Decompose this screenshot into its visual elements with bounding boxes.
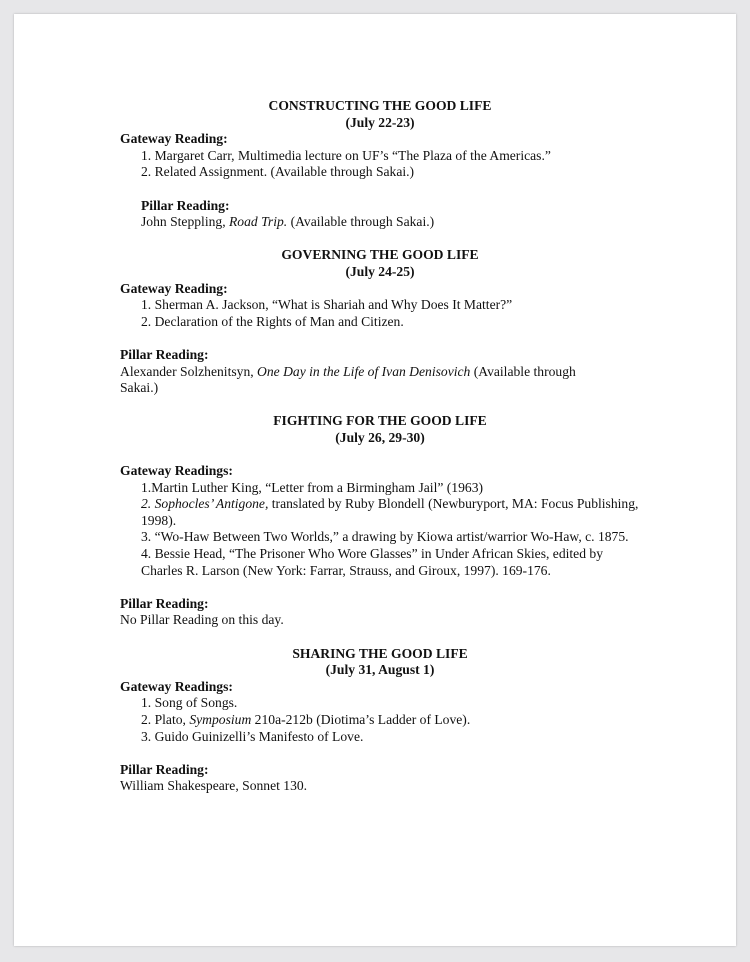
reading-item: 1.Martin Luther King, “Letter from a Birmingham Jail” (1963) — [141, 479, 484, 495]
section-dates: (July 22-23) — [345, 114, 415, 130]
pillar-text: John Steppling, Road Trip. (Available through Sakai.) — [141, 214, 435, 230]
book-title: Road Trip. — [229, 214, 288, 230]
gateway-heading: Gateway Reading: — [120, 131, 228, 147]
pillar-text: Alexander Solzhenitsyn, One Day in the Life of Ivan Denisovich (Available through Sakai.) — [120, 363, 576, 396]
section-dates: (July 31, August 1) — [325, 662, 435, 678]
pillar-heading: Pillar Reading: — [120, 595, 209, 611]
document-page — [14, 14, 736, 946]
pillar-heading: Pillar Reading: — [120, 761, 209, 777]
section-title: FIGHTING FOR THE GOOD LIFE — [273, 413, 487, 429]
reading-item: 3. Guido Guinizelli’s Manifesto of Love. — [141, 728, 364, 744]
section-dates: (July 24-25) — [345, 263, 415, 279]
reading-item: 2. Sophocles’ Antigone, translated by Ruby Blondell (Newburyport, MA: Focus Publishing, 1998). — [141, 496, 639, 528]
syllabus-content — [120, 98, 640, 795]
pillar-text: William Shakespeare, Sonnet 130. — [120, 778, 308, 794]
section-title: GOVERNING THE GOOD LIFE — [281, 247, 479, 263]
gateway-heading: Gateway Reading: — [120, 280, 228, 296]
reading-item: 2. Declaration of the Rights of Man and Citizen. — [141, 313, 404, 329]
section-title: SHARING THE GOOD LIFE — [292, 645, 468, 661]
section-title: CONSTRUCTING THE GOOD LIFE — [268, 98, 492, 113]
reading-item: 1. Song of Songs. — [141, 695, 238, 711]
reading-item: 2. Plato, Symposium 210a-212b (Diotima’s Ladder of Love). — [141, 711, 471, 727]
work-title: Symposium — [189, 711, 252, 727]
reading-item: 4. Bessie Head, “The Prisoner Who Wore Glasses” in Under African Skies, edited by Charles R. Larson (New York: Farrar, Strauss, and Giroux, 1997). 169-176. — [141, 546, 603, 578]
gateway-heading: Gateway Readings: — [120, 678, 233, 694]
gateway-heading: Gateway Readings: — [120, 463, 233, 479]
pillar-heading: Pillar Reading: — [120, 346, 209, 362]
reading-item: 1. Sherman A. Jackson, “What is Shariah and Why Does It Matter?” — [141, 297, 513, 313]
pillar-text: No Pillar Reading on this day. — [120, 612, 284, 628]
pillar-heading: Pillar Reading: — [141, 197, 230, 213]
reading-item: 2. Related Assignment. (Available through Sakai.) — [141, 164, 415, 180]
work-title: 2. Sophocles’ Antigone, — [141, 496, 269, 512]
reading-item: 1. Margaret Carr, Multimedia lecture on UF’s “The Plaza of the Americas.” — [141, 147, 551, 163]
reading-item: 3. “Wo-Haw Between Two Worlds,” a drawing by Kiowa artist/warrior Wo-Haw, c. 1875. — [141, 529, 629, 545]
book-title: One Day in the Life of Ivan Denisovich — [257, 363, 471, 379]
section-dates: (July 26, 29-30) — [335, 429, 425, 445]
